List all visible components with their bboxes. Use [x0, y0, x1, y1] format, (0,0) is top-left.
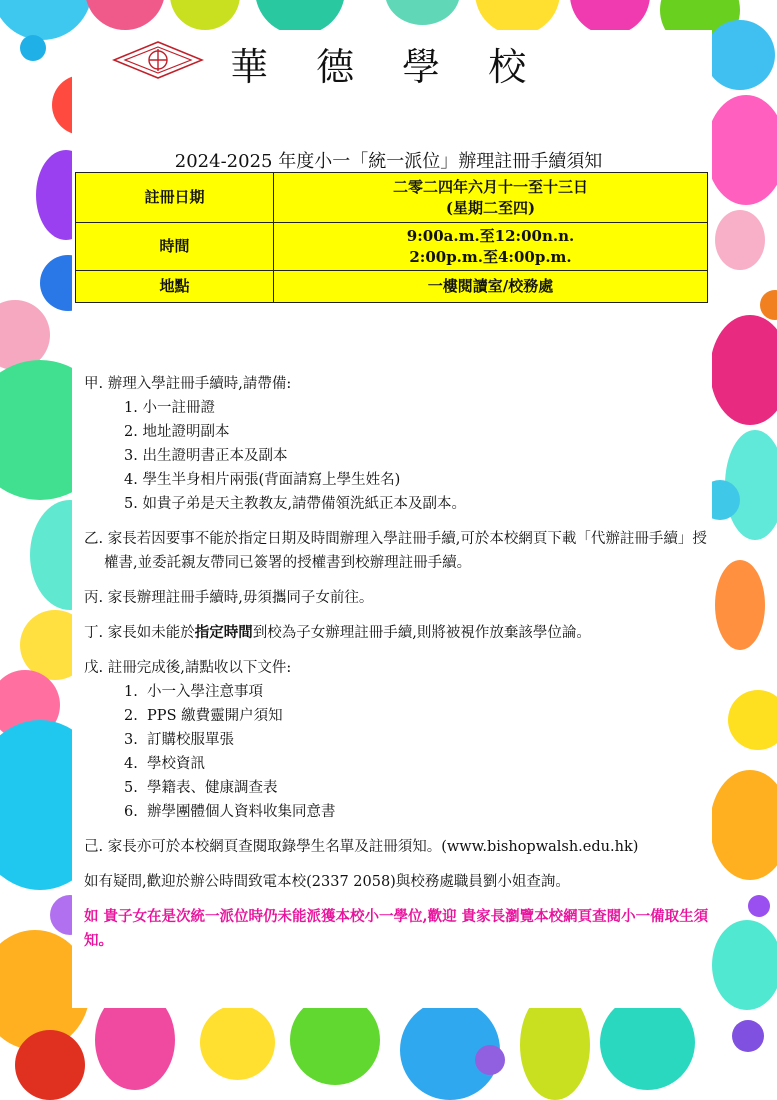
list-item: 5. 如貴子弟是天主教教友,請帶備領洗紙正本及副本。	[124, 496, 467, 512]
registration-info-table	[75, 172, 708, 303]
date-label: 註冊日期	[76, 173, 274, 223]
section-c: 丙. 家長辦理註冊手續時,毋須攜同子女前往。	[84, 590, 374, 606]
school-logo-icon	[112, 40, 204, 80]
time-value	[274, 223, 708, 271]
list-item: 4. 學校資訊	[124, 756, 206, 772]
section-b: 乙. 家長若因要事不能於指定日期及時間辦理入學註冊手續,可於本校網頁下載「代辦註冊手續」授權書,並委託親友帶同已簽署的授權書到校辦理註冊手續。	[84, 531, 707, 571]
list-item: 3. 訂購校服單張	[124, 732, 235, 748]
waiting-list-notice: 如 貴子女在是次統一派位時仍未能派獲本校小一學位,歡迎 貴家長瀏覽本校網頁查閱小一備取生須知。	[84, 908, 709, 949]
list-item: 2. PPS 繳費靈開户須知	[124, 708, 283, 724]
document-title: 2024-2025 年度小一「統一派位」辦理註冊手續須知	[174, 151, 603, 172]
section-d-after: 到校為子女辦理註冊手續,則將被視作放棄該學位論。	[252, 625, 591, 641]
list-item: 2. 地址證明副本	[124, 424, 230, 440]
section-d-before: 丁. 家長如未能於	[84, 625, 195, 641]
table-row-venue	[76, 271, 708, 303]
venue-value	[274, 271, 708, 303]
section-f: 己. 家長亦可於本校網頁查閱取錄學生名單及註冊須知。(www.bishopwalsh.edu.hk)	[84, 839, 639, 855]
time-label: 時間	[76, 223, 274, 271]
table-row-time	[76, 223, 708, 271]
enquiry-text: 如有疑問,歡迎於辦公時間致電本校(2337 2058)與校務處職員劉小姐查詢。	[84, 874, 570, 890]
school-name: 華 德 學 校	[230, 45, 545, 89]
school-header	[112, 40, 545, 89]
date-value-line-2: (星期二至四)	[445, 198, 536, 217]
list-item: 3. 出生證明書正本及副本	[124, 448, 288, 464]
time-value-line-1: 9:00a.m.至12:00n.n.	[406, 226, 575, 245]
table-row-date	[76, 173, 708, 223]
date-value	[274, 173, 708, 223]
list-item: 4. 學生半身相片兩張(背面請寫上學生姓名)	[124, 472, 401, 488]
section-d	[84, 621, 710, 645]
notice-body	[84, 372, 710, 953]
venue-value-line-1: 一樓閱讀室/校務處	[427, 277, 554, 295]
list-item: 1. 小一入學注意事項	[124, 684, 264, 700]
date-value-line-1: 二零二四年六月十一至十三日	[392, 177, 588, 196]
section-a-heading: 甲. 辦理入學註冊手續時,請帶備:	[84, 376, 292, 392]
list-item: 1. 小一註冊證	[124, 400, 215, 416]
section-a-list	[84, 396, 710, 516]
venue-label: 地點	[76, 271, 274, 303]
section-e-list	[84, 680, 710, 824]
section-d-emphasis: 指定時間	[194, 624, 253, 641]
time-value-line-2: 2:00p.m.至4:00p.m.	[409, 247, 572, 266]
list-item: 6. 辦學團體個人資料收集同意書	[124, 804, 336, 820]
list-item: 5. 學籍表、健康調查表	[124, 780, 278, 796]
section-e-heading: 戊. 註冊完成後,請點收以下文件:	[84, 660, 292, 676]
